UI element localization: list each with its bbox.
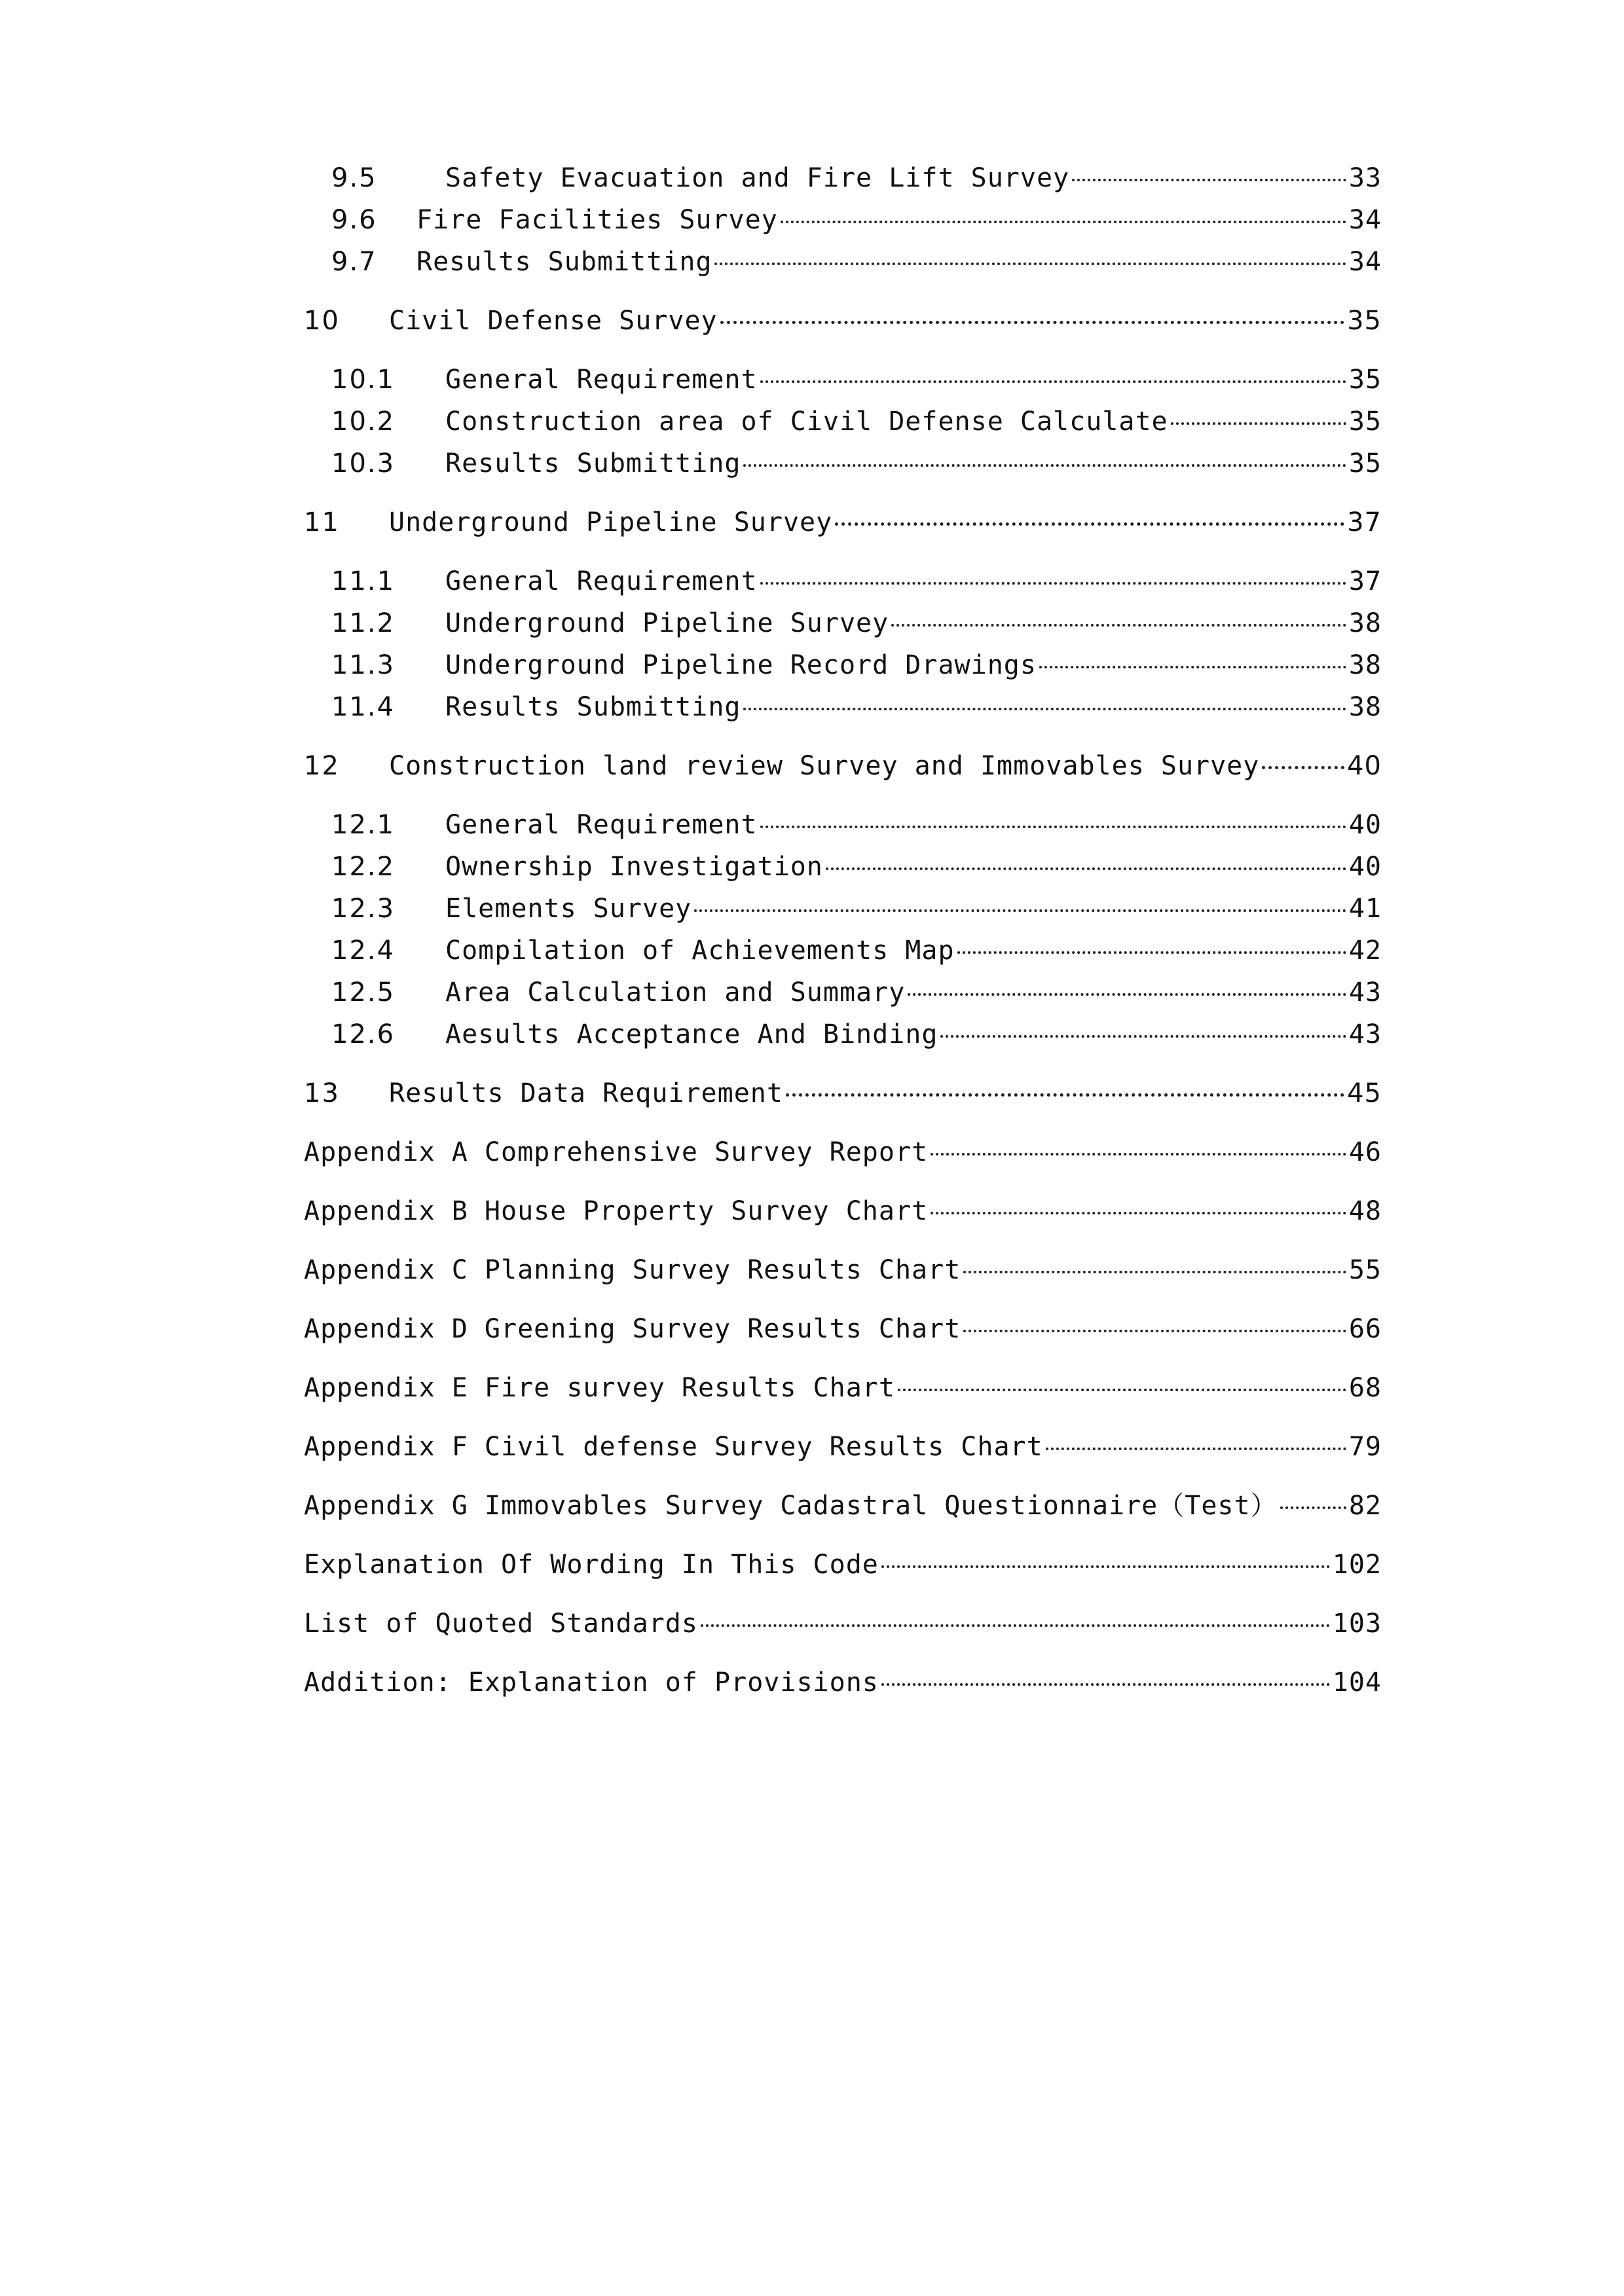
page-number: 66 [1348,1314,1382,1344]
toc-entry-11-1[interactable] [304,560,1382,602]
chapter-title: Underground Pipeline Survey [389,507,833,538]
dot-leader [908,993,1346,996]
page-number: 40 [1347,751,1382,781]
chapter-number: 11 [304,507,340,538]
section-title: Results Submitting [445,448,741,479]
back-matter-title: Addition: Explanation of Provisions [304,1667,879,1698]
section-number: 11.2 [331,608,396,638]
dot-leader [760,582,1346,585]
toc-entry-appendix-d[interactable] [304,1308,1382,1350]
section-title: Ownership Investigation [445,852,823,882]
chapter-number: 13 [304,1078,340,1108]
section-number: 9.6 [331,205,377,235]
page-number: 42 [1348,936,1382,966]
toc-entry-explanation-of-wording[interactable] [304,1544,1382,1586]
section-title: Aesults Acceptance And Binding [445,1019,938,1049]
dot-leader [1171,422,1346,425]
section-number: 11.3 [331,650,396,680]
section-title: General Requirement [445,810,758,840]
back-matter-title: Explanation Of Wording In This Code [304,1550,879,1580]
page-number: 38 [1348,692,1382,722]
chapter-title: Construction land review Survey and Immovables Survey [389,751,1260,781]
section-title: Elements Survey [445,894,692,924]
section-number: 11.1 [331,566,396,596]
dot-leader [931,1153,1346,1156]
dot-leader [940,1035,1346,1038]
section-title: Area Calculation and Summary [445,977,906,1008]
appendix-title: Appendix B House Property Survey Chart [304,1196,929,1226]
section-number: 10.3 [331,448,396,479]
page-number: 37 [1348,566,1382,596]
page-number: 33 [1348,163,1382,193]
dot-leader [760,826,1346,828]
section-number: 12.4 [331,936,396,966]
table-of-contents [304,157,1382,1721]
toc-entry-10-1[interactable] [304,359,1382,401]
toc-entry-10-2[interactable] [304,401,1382,443]
toc-entry-12-2[interactable] [304,846,1382,888]
dot-leader [760,380,1346,383]
toc-entry-appendix-e[interactable] [304,1367,1382,1409]
section-title: General Requirement [445,365,758,395]
section-title: Results Submitting [416,247,712,277]
page-number: 104 [1332,1667,1382,1698]
page-number: 35 [1348,407,1382,437]
dot-leader [781,221,1346,223]
page-number: 37 [1347,507,1382,538]
section-title: Construction area of Civil Defense Calculate [445,407,1168,437]
toc-entry-12-4[interactable] [304,930,1382,972]
page-number: 40 [1348,852,1382,882]
toc-entry-10[interactable] [304,300,1382,342]
chapter-number: 12 [304,751,340,781]
page-number: 82 [1348,1491,1382,1521]
page-number: 102 [1332,1550,1382,1580]
toc-entry-9-7[interactable] [304,241,1382,283]
section-title: General Requirement [445,566,758,596]
toc-entry-11-4[interactable] [304,686,1382,728]
section-title: Safety Evacuation and Fire Lift Survey [445,163,1070,193]
dot-leader [963,1271,1346,1273]
back-matter-title: List of Quoted Standards [304,1609,698,1639]
toc-entry-12[interactable] [304,745,1382,787]
toc-entry-11-2[interactable] [304,602,1382,644]
dot-leader [957,951,1346,954]
section-title: Compilation of Achievements Map [445,936,955,966]
dot-leader [694,909,1346,912]
section-number: 9.7 [331,247,377,277]
section-number: 11.4 [331,692,396,722]
page-number: 48 [1348,1196,1382,1226]
appendix-title: Appendix D Greening Survey Results Chart [304,1314,961,1344]
dot-leader [701,1624,1330,1627]
dot-leader [891,624,1346,627]
toc-entry-9-6[interactable] [304,199,1382,241]
page-number: 103 [1332,1609,1382,1639]
page-number: 40 [1348,810,1382,840]
section-number: 10.1 [331,365,396,395]
section-number: 12.5 [331,977,396,1008]
page-number: 34 [1348,205,1382,235]
section-title: Results Submitting [445,692,741,722]
dot-leader [1280,1506,1346,1509]
section-number: 10.2 [331,407,396,437]
dot-leader [835,522,1344,526]
dot-leader [714,263,1346,265]
dot-leader [786,1093,1344,1097]
toc-entry-12-5[interactable] [304,972,1382,1013]
section-title: Fire Facilities Survey [416,205,778,235]
dot-leader [743,708,1346,710]
toc-entry-explanation-of-provisions[interactable] [304,1662,1382,1704]
page-number: 68 [1348,1373,1382,1403]
section-number: 12.1 [331,810,396,840]
section-number: 9.5 [331,163,377,193]
appendix-title: Appendix G Immovables Survey Cadastral Questionnaire（Test） [304,1491,1278,1521]
appendix-title: Appendix F Civil defense Survey Results Chart [304,1432,1043,1462]
appendix-title: Appendix E Fire survey Results Chart [304,1373,895,1403]
section-title: Underground Pipeline Survey [445,608,889,638]
toc-entry-12-1[interactable] [304,804,1382,846]
dot-leader [931,1212,1346,1214]
dot-leader [963,1330,1346,1332]
toc-entry-appendix-c[interactable] [304,1249,1382,1291]
toc-entry-12-6[interactable] [304,1013,1382,1055]
toc-entry-appendix-f[interactable] [304,1426,1382,1468]
toc-entry-appendix-a[interactable] [304,1131,1382,1173]
dot-leader [1046,1448,1346,1450]
section-number: 12.3 [331,894,396,924]
chapter-number: 10 [304,306,340,336]
dot-leader [1039,666,1346,668]
chapter-title: Results Data Requirement [389,1078,783,1108]
page-number: 38 [1348,650,1382,680]
page-number: 41 [1348,894,1382,924]
page-number: 45 [1347,1078,1382,1108]
dot-leader [1072,179,1346,181]
dot-leader [881,1565,1330,1568]
dot-leader [720,321,1344,324]
toc-entry-10-3[interactable] [304,443,1382,484]
page-number: 38 [1348,608,1382,638]
page-number: 34 [1348,247,1382,277]
toc-entry-11-3[interactable] [304,644,1382,686]
section-number: 12.6 [331,1019,396,1049]
toc-entry-11[interactable] [304,501,1382,543]
page-number: 46 [1348,1137,1382,1167]
toc-entry-quoted-standards[interactable] [304,1603,1382,1645]
toc-entry-9-5[interactable] [304,157,1382,199]
page-number: 79 [1348,1432,1382,1462]
page-number: 43 [1348,977,1382,1008]
dot-leader [898,1389,1346,1391]
toc-entry-13[interactable] [304,1072,1382,1114]
appendix-title: Appendix C Planning Survey Results Chart [304,1255,961,1285]
dot-leader [881,1683,1330,1686]
page-number: 43 [1348,1019,1382,1049]
dot-leader [1262,766,1344,769]
dot-leader [743,464,1346,467]
section-number: 12.2 [331,852,396,882]
toc-entry-12-3[interactable] [304,888,1382,930]
toc-entry-appendix-g[interactable] [304,1485,1382,1527]
toc-entry-appendix-b[interactable] [304,1190,1382,1232]
page-number: 35 [1348,448,1382,479]
appendix-title: Appendix A Comprehensive Survey Report [304,1137,929,1167]
dot-leader [826,867,1346,870]
page-number: 35 [1348,365,1382,395]
page-number: 55 [1348,1255,1382,1285]
chapter-title: Civil Defense Survey [389,306,718,336]
page-number: 35 [1347,306,1382,336]
section-title: Underground Pipeline Record Drawings [445,650,1037,680]
